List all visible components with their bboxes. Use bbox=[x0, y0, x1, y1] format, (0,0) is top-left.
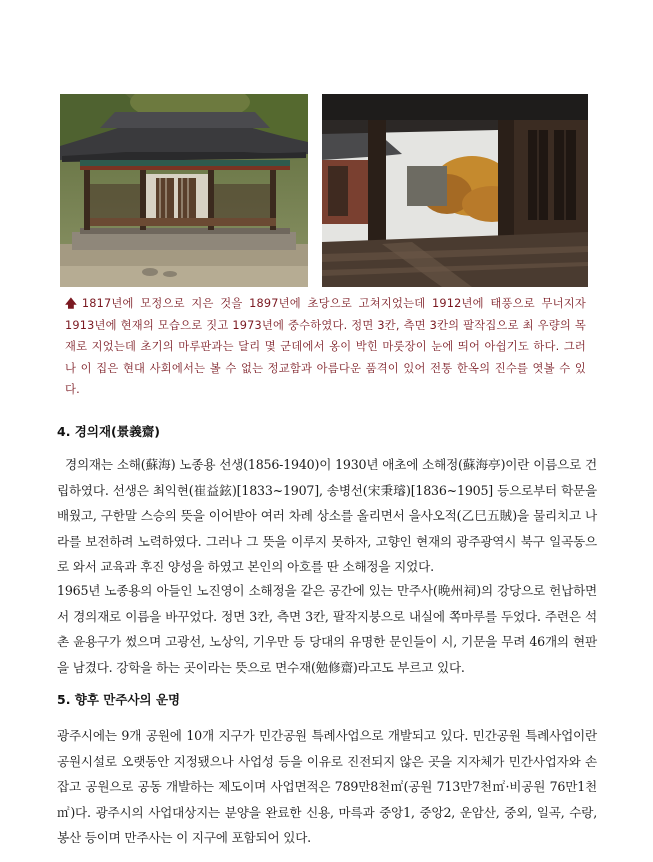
pavilion-exterior-photo bbox=[60, 94, 308, 287]
up-arrow-icon: 🡅 bbox=[65, 297, 77, 310]
section-5-paragraph: 광주시에는 9개 공원에 10개 지구가 민간공원 특례사업으로 개발되고 있다. 민간공원 특례사업이란 공원시설로 오랫동안 지정됐으나 사업성 등을 이유로 진전되지 않은 곳을 지자체가 민간사업자와 손잡고 공원으로 공동 개발하는 제도이며 사업면적은 789만8천㎡(공원 713만7천㎡·비공원 76만1천㎡)다. 광주시의 사업대상지는 분양을 완료한 신용, 마륵과 중앙1, 중앙2, 운암산, 중외, 일곡, 수랑, 봉산 등이며 만주사는 이 지구에 포함되어 있다. bbox=[57, 728, 597, 846]
section-4-paragraph: 1965년 노종용의 아들인 노진영이 소해정을 같은 공간에 있는 만주사(晩州祠)의 강당으로 헌납하면서 경의재로 이름을 바꾸었다. 정면 3칸, 측면 3칸, 팔작지붕으로 내실에 쪽마루를 두었다. 주련은 석촌 윤용구가 썼으며 고광선, 노상익, 기우만 등 당대의 유명한 문인들이 시, 기문을 무려 46개의 현판을 남겼다. 강학을 하는 곳이라는 뜻으로 면수재(勉修齋)라고도 부르고 있다. bbox=[57, 583, 597, 675]
porch-view-photo bbox=[322, 94, 588, 287]
section-4-heading: 4. 경의재(景義齋) bbox=[57, 424, 160, 439]
caption-text: 1817년에 모정으로 지은 것을 1897년에 초당으로 고쳐지었는데 1912년에 태풍으로 무너지자 1913년에 현재의 모습으로 짓고 1973년에 중수하였다. 정면 3칸, 측면 3칸의 팔작집으로 최 우량의 목재로 지었는데 초기의 마루판과는 달리 몇 군데에서 옹이 박힌 마룻장이 눈에 띄어 아쉽기도 하다. 그러나 이 집은 현대 사회에서는 볼 수 없는 정교함과 아름다운 품격이 있어 전통 한옥의 진수를 엿볼 수 있다. bbox=[65, 297, 586, 397]
section-5-heading: 5. 향후 만주사의 운명 bbox=[57, 692, 181, 707]
photo-caption bbox=[65, 293, 586, 401]
section-4-paragraph: 경의재는 소해(蘇海) 노종용 선생(1856-1940)이 1930년 애초에 소해정(蘇海亭)이란 이름으로 건립하였다. 선생은 최익현(崔益鉉)[1833~1907], 송병선(宋秉璿)[1836~1905] 등으로부터 학문을 배웠고, 구한말 스승의 뜻을 이어받아 여러 차례 상소를 올리면서 을사오적(乙巳五賊)을 물리치고 나라를 보전하려 노력하였다. 그러나 그 뜻을 이루지 못하자, 고향인 현재의 광주광역시 북구 일곡동으로 와서 교육과 후진 양성을 하였고 본인의 아호를 딴 소해정을 지었다. bbox=[57, 457, 597, 575]
